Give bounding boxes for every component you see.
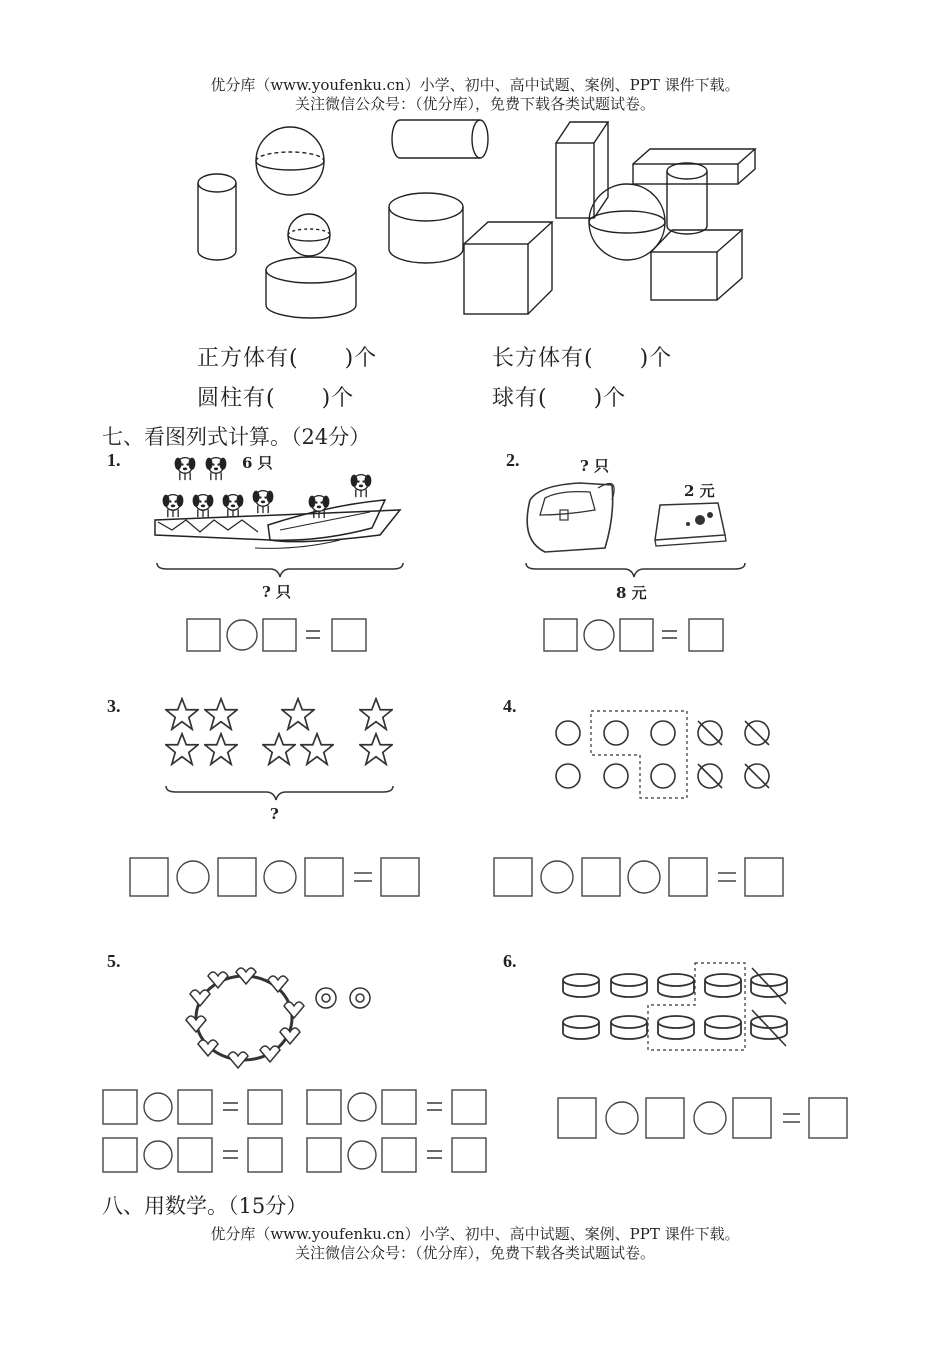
header-line-1: 优分库（www.youfenku.cn）小学、初中、高中试题、案例、PPT 课件下载。 — [210, 76, 740, 94]
problem-3-equation — [130, 858, 419, 896]
problem-1-top-label: 6 只 — [242, 454, 273, 472]
problem-6-number: 6. — [503, 951, 517, 971]
problem-5-number: 5. — [107, 951, 121, 971]
question-cube-count: 正方体有( )个 — [197, 346, 378, 371]
problem-2-top-label: ? 只 — [580, 457, 610, 475]
footer-line-2: 关注微信公众号：（优分库），免费下载各类试题试卷。 — [294, 1244, 655, 1262]
problem-5-equation-1 — [103, 1090, 282, 1124]
problem-2-price-label: 2 元 — [684, 482, 715, 500]
problem-5-equation-3 — [103, 1138, 282, 1172]
footer-line-1: 优分库（www.youfenku.cn）小学、初中、高中试题、案例、PPT 课件下载。 — [210, 1225, 740, 1243]
header-line-2: 关注微信公众号：（优分库），免费下载各类试题试卷。 — [294, 95, 655, 113]
problem-1-number: 1. — [107, 450, 121, 470]
problem-2-bottom-label: 8 元 — [616, 584, 647, 602]
problem-1-equation — [187, 619, 366, 651]
problem-6-equation — [558, 1098, 847, 1138]
problem-2-number: 2. — [506, 450, 520, 470]
problem-3-stars — [166, 699, 392, 765]
problem-1-dogs-boat-picture — [155, 458, 400, 549]
question-cuboid-count: 长方体有( )个 — [492, 346, 673, 371]
problem-1-bottom-label: ? 只 — [262, 583, 292, 601]
problem-2-brace — [526, 563, 745, 577]
section-7-title: 七、看图列式计算。（24分） — [102, 425, 371, 449]
section-8-title: 八、用数学。（15分） — [102, 1194, 308, 1218]
question-sphere-count: 球有( )个 — [492, 386, 627, 411]
problem-3-bottom-label: ? — [270, 805, 279, 823]
problem-1-brace — [157, 563, 403, 577]
problem-3-number: 3. — [107, 696, 121, 716]
problem-3-brace — [166, 786, 393, 800]
problem-4-equation — [494, 858, 783, 896]
problem-2-equation — [544, 619, 723, 651]
problem-4-circles — [556, 711, 769, 798]
problem-4-number: 4. — [503, 696, 517, 716]
problem-2-bag-and-box-picture — [527, 483, 726, 552]
problem-5-equation-2 — [307, 1090, 486, 1124]
question-cylinder-count: 圆柱有( )个 — [197, 386, 355, 411]
problem-5-equation-4 — [307, 1138, 486, 1172]
problem-6-disks-picture — [563, 963, 787, 1050]
problem-5-necklace-picture — [186, 968, 370, 1068]
